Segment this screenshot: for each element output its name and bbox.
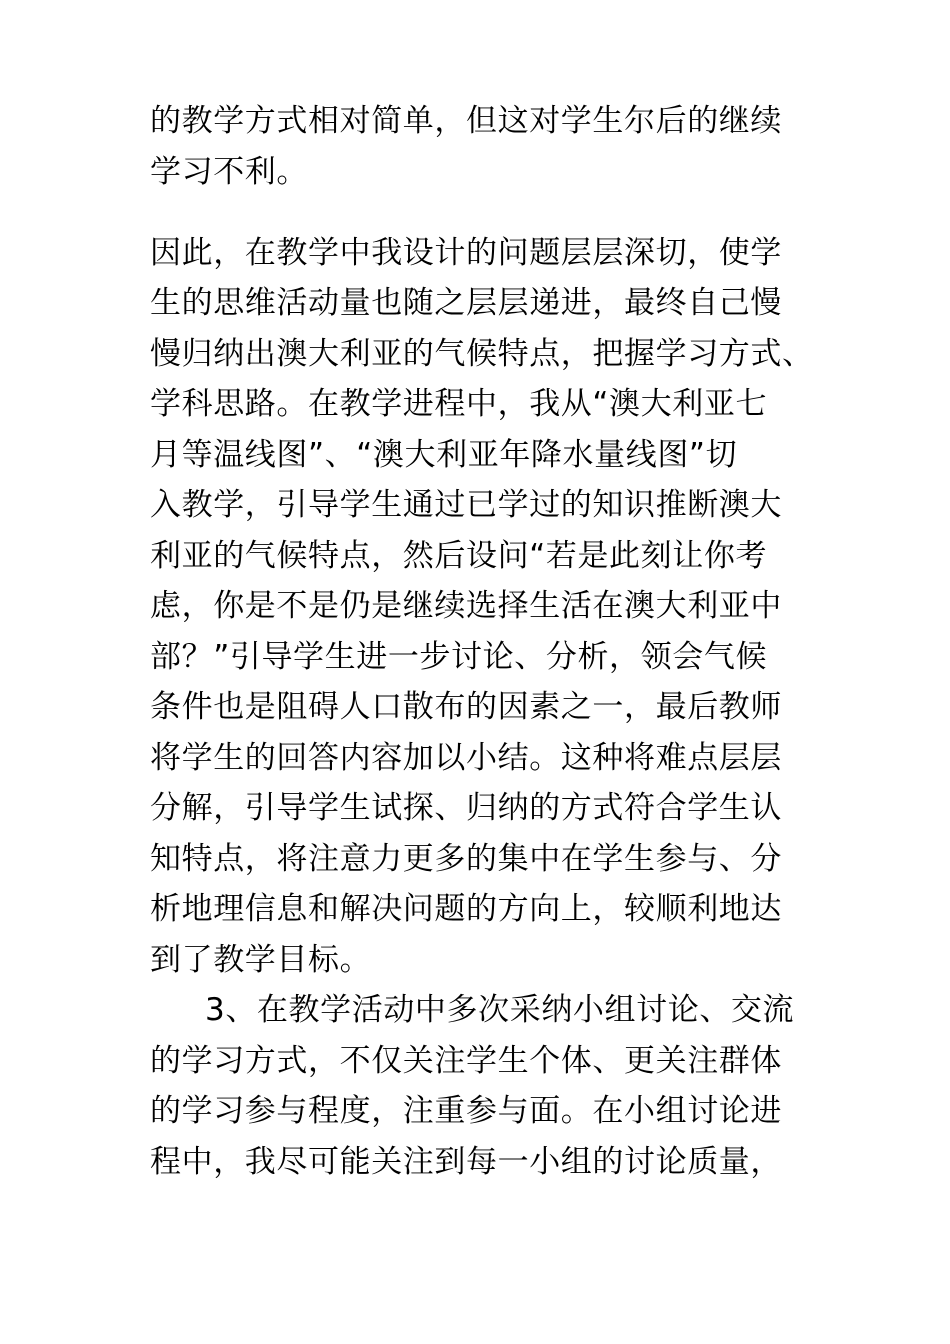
paragraph-2-line-5: 月等温线图”、“澳大利亚年降水量线图”切 [150, 437, 738, 473]
paragraph-3-line-3: 的学习参与程度，注重参与面。在小组讨论进 [150, 1093, 782, 1129]
paragraph-2-line-14: 析地理信息和解决问题的方向上，较顺利地达 [150, 891, 782, 927]
paragraph-2-line-12: 分解，引导学生试探、归纳的方式符合学生认 [150, 790, 782, 826]
paragraph-2-line-4: 学科思路。在教学进程中，我从“澳大利亚七 [150, 386, 768, 422]
paragraph-2-line-11: 将学生的回答内容加以小结。这种将难点层层 [150, 740, 782, 776]
paragraph-1-line-2: 学习不利。 [150, 154, 308, 190]
paragraph-2-line-2: 生的思维活动量也随之层层递进，最终自己慢 [150, 285, 782, 321]
paragraph-2-line-6: 入教学，引导学生通过已学过的知识推断澳大 [150, 487, 782, 523]
paragraph-3-line-2: 的学习方式，不仅关注学生个体、更关注群体 [150, 1043, 782, 1079]
paragraph-2-line-8: 虑，你是不是仍是继续选择生活在澳大利亚中 [150, 588, 782, 624]
paragraph-2-line-3: 慢归纳出澳大利亚的气候特点，把握学习方式、 [150, 336, 814, 372]
paragraph-2-line-15: 到了教学目标。 [150, 942, 372, 978]
paragraph-2-line-10: 条件也是阻碍人口散布的因素之一，最后教师 [150, 689, 782, 725]
paragraph-3-line-4: 程中，我尽可能关注到每一小组的讨论质量， [150, 1144, 782, 1180]
paragraph-2-line-13: 知特点，将注意力更多的集中在学生参与、分 [150, 841, 782, 877]
paragraph-2-line-1: 因此，在教学中我设计的问题层层深切，使学 [150, 235, 782, 271]
paragraph-2-line-9: 部？”引导学生进一步讨论、分析，领会气候 [150, 639, 768, 675]
paragraph-2-line-7: 利亚的气候特点，然后设问“若是此刻让你考 [150, 538, 768, 574]
paragraph-1-line-1: 的教学方式相对简单，但这对学生尔后的继续 [150, 103, 782, 139]
paragraph-3-line-1: 3、在教学活动中多次采纳小组讨论、交流 [205, 992, 795, 1028]
